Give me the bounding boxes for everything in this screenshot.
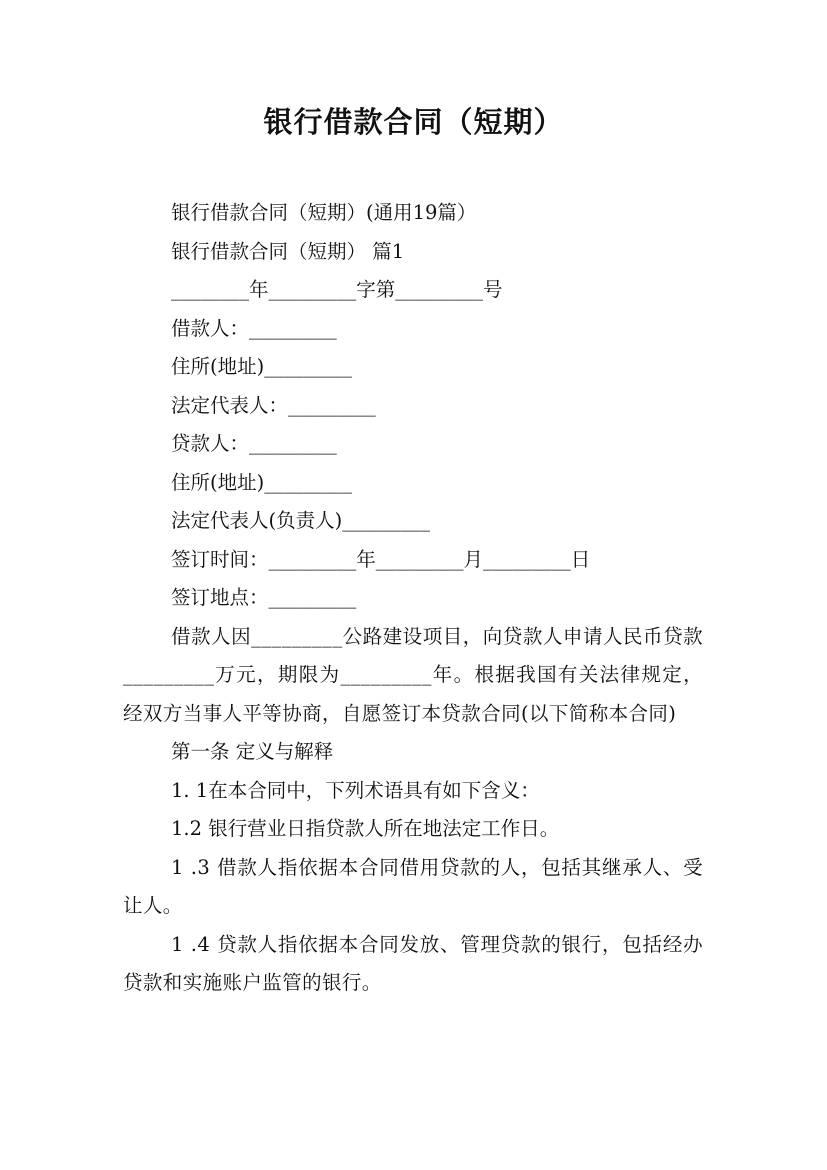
signing-place-line: 签订地点：_________ <box>171 586 357 609</box>
signing-date-line: 签订时间：_________年_________月_________日 <box>171 547 591 571</box>
section-heading: 银行借款合同（短期） 篇1 <box>171 239 405 263</box>
borrower-address-line: 住所(地址)_________ <box>171 355 352 378</box>
lender-representative-line: 法定代表人(负责人)_________ <box>171 509 430 532</box>
clause-1-3: 1 .3 借款人指依据本合同借用贷款的人，包括其继承人、受让人。 <box>123 855 703 917</box>
preamble-paragraph: 借款人因_________公路建设项目，向贷款人申请人民币贷款_________万元，期限为_________年。根据我国有关法律规定，经双方当事人平等协商，自愿签订本贷款合同(以下简称本合同) <box>123 624 703 725</box>
article-one-heading: 第一条 定义与解释 <box>171 740 334 763</box>
clause-1-2: 1.2 银行营业日指贷款人所在地法定工作日。 <box>171 817 560 840</box>
clause-1-1: 1. 1在本合同中，下列术语具有如下含义： <box>171 778 540 802</box>
document-body <box>123 194 703 1003</box>
lender-line: 贷款人：_________ <box>171 432 337 455</box>
subtitle-line: 银行借款合同（短期）(通用19篇） <box>171 201 477 224</box>
document-title: 银行借款合同（短期） <box>263 105 564 139</box>
clause-1-4: 1 .4 贷款人指依据本合同发放、管理贷款的银行，包括经办贷款和实施账户监管的银行。 <box>123 932 703 994</box>
contract-number-line: ________年_________字第_________号 <box>171 278 503 301</box>
borrower-representative-line: 法定代表人：_________ <box>171 393 376 417</box>
lender-address-line: 住所(地址)_________ <box>171 470 352 494</box>
borrower-line: 借款人：_________ <box>171 316 337 340</box>
